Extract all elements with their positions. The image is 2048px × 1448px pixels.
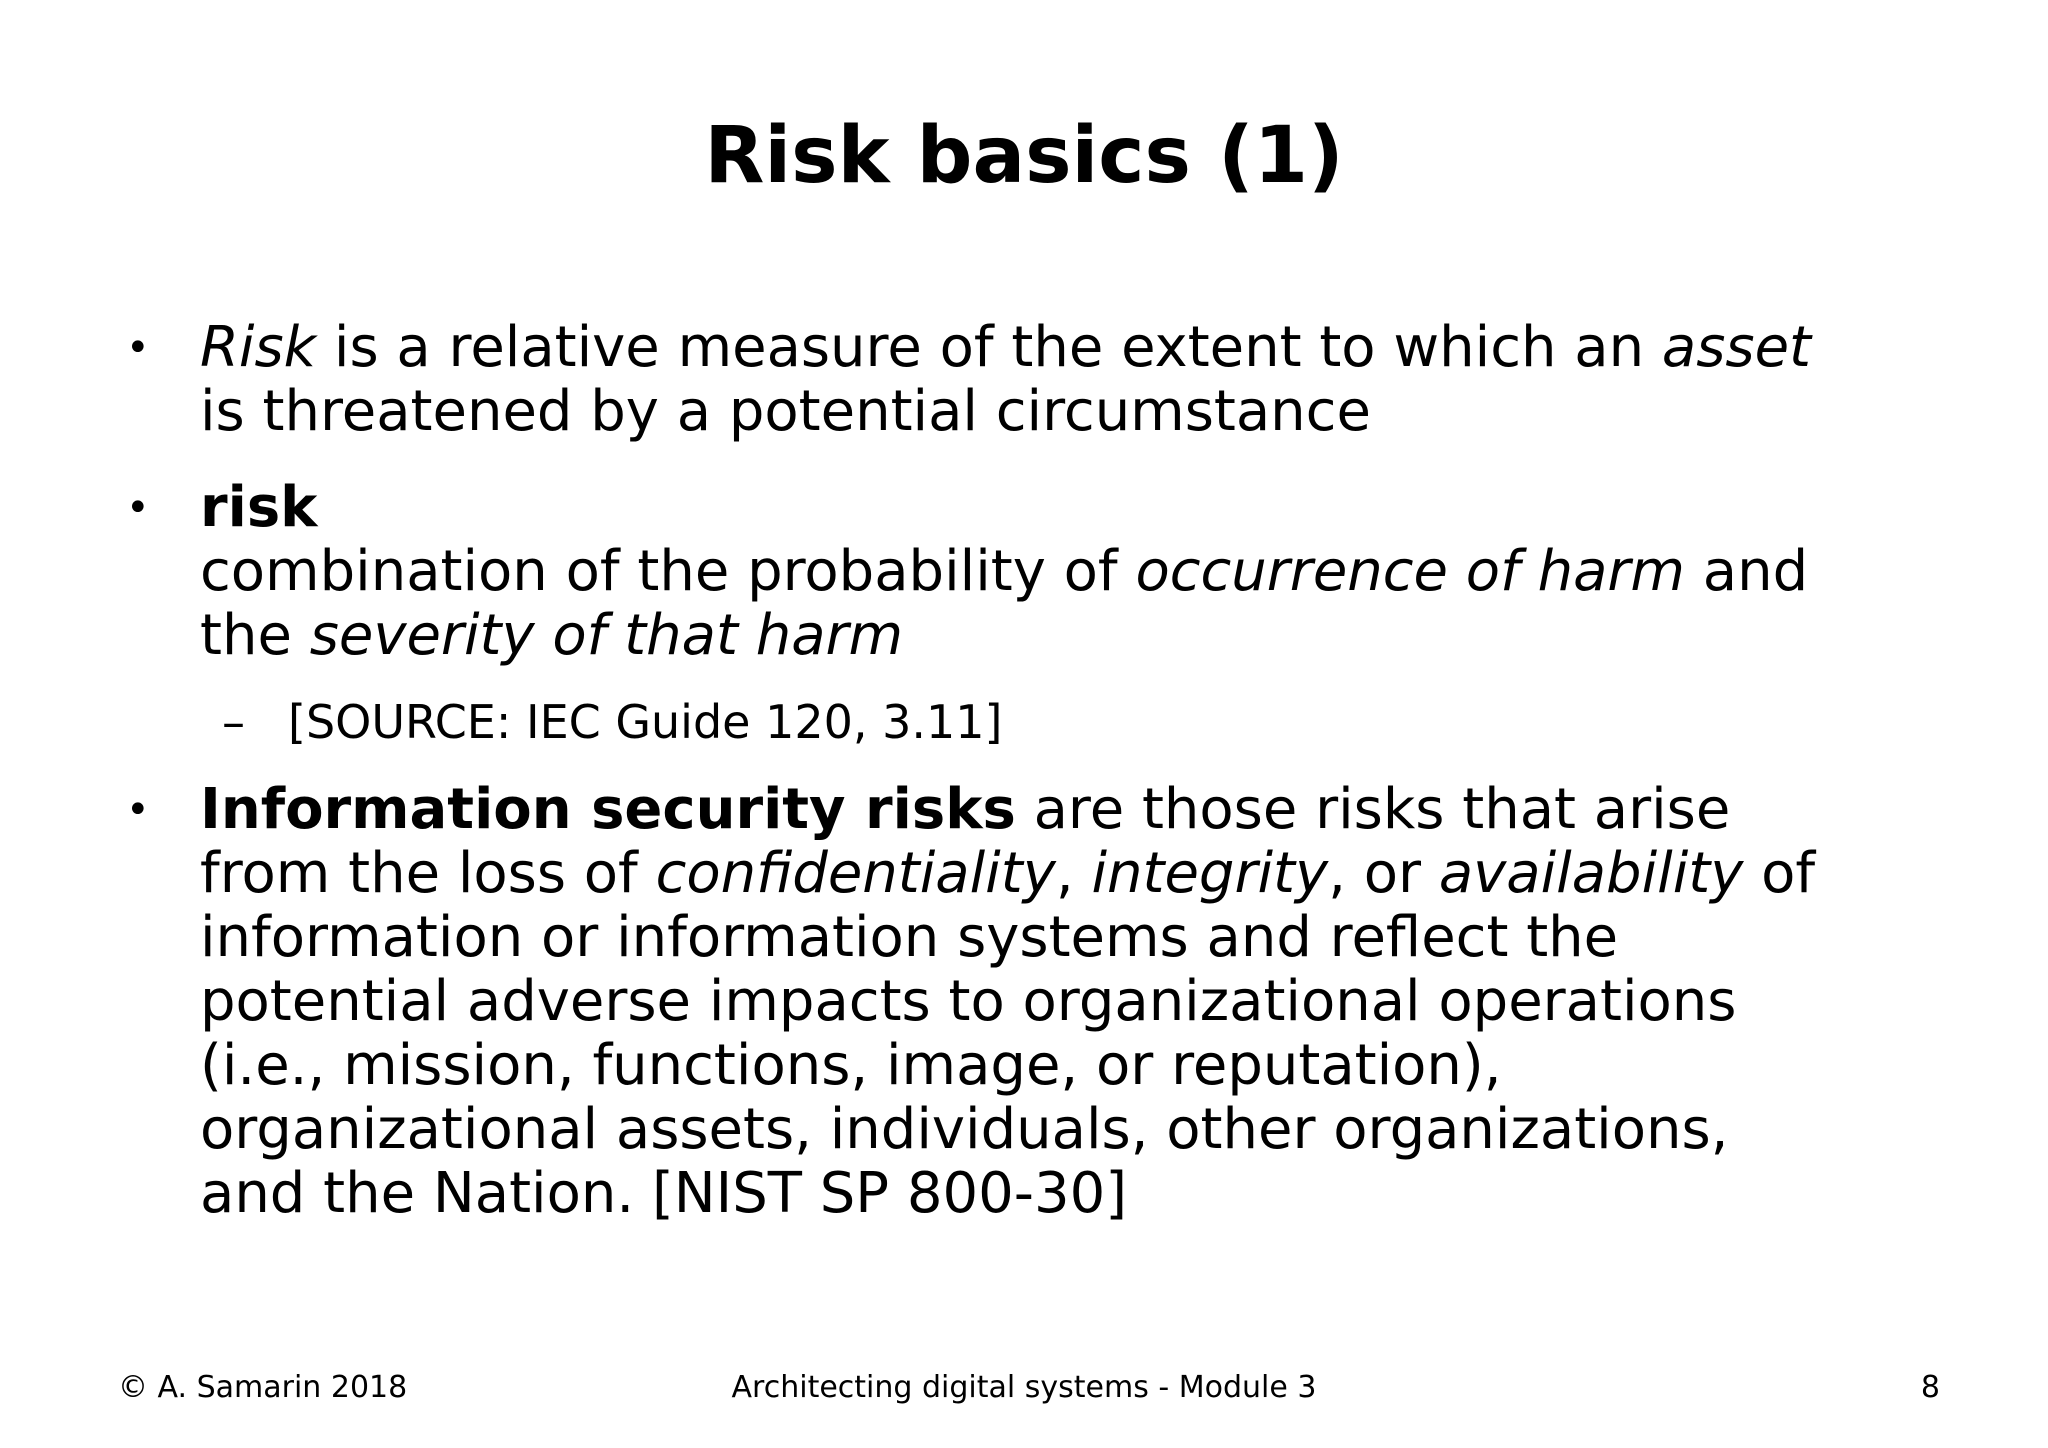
text-span: the (200, 603, 310, 668)
bullet-marker: • (126, 325, 150, 371)
text-span: are those risks that arise (1015, 777, 1731, 842)
text-span: (i.e., mission, functions, image, or reputation), (200, 1033, 1502, 1098)
text-line (200, 842, 1960, 906)
text-line (200, 1034, 1960, 1098)
bullet-marker: • (126, 485, 150, 531)
footer-course-title: Architecting digital systems - Module 3 (731, 1370, 1317, 1405)
bullet-text (200, 778, 1960, 1226)
italic-span: integrity (1091, 841, 1329, 906)
text-span: , (1055, 841, 1092, 906)
text-line (200, 970, 1960, 1034)
source-citation: [SOURCE: IEC Guide 120, 3.11] (288, 695, 1003, 749)
text-span: is threatened by a potential circumstance (200, 379, 1371, 444)
text-span: combination of the probability of (200, 539, 1136, 604)
text-line (200, 540, 1960, 604)
text-span: of (1743, 841, 1816, 906)
asset-italic-term: asset (1661, 315, 1811, 380)
text-line (200, 906, 1960, 970)
italic-span: confidentiality (655, 841, 1056, 906)
term-heading: risk (200, 475, 318, 540)
dash-marker: – (222, 695, 245, 749)
slide-title: Risk basics (1) (704, 111, 1344, 201)
bullet-text (200, 316, 1960, 444)
italic-span: availability (1438, 841, 1744, 906)
text-span: potential adverse impacts to organizational operations (200, 969, 1737, 1034)
footer-page-number: 8 (1920, 1370, 1940, 1405)
text-line (200, 1162, 1960, 1226)
text-line (200, 604, 1960, 668)
text-span: organizational assets, individuals, other organizations, (200, 1097, 1729, 1162)
text-line (200, 380, 1960, 444)
italic-span: occurrence of harm (1135, 539, 1685, 604)
footer-copyright: © A. Samarin 2018 (118, 1370, 408, 1405)
text-line (200, 316, 1960, 380)
text-span: is a relative measure of the extent to which an (316, 315, 1662, 380)
text-span: and the Nation. [NIST SP 800-30] (200, 1161, 1128, 1226)
text-span: from the loss of (200, 841, 656, 906)
bold-term: Information security risks (200, 777, 1016, 842)
bullet-marker: • (126, 787, 150, 833)
text-line (200, 1098, 1960, 1162)
text-line (200, 778, 1960, 842)
italic-span: severity of that harm (309, 603, 904, 668)
text-span: and (1684, 539, 1809, 604)
bullet-text (200, 476, 1960, 668)
text-span: , or (1328, 841, 1439, 906)
text-span: information or information systems and reflect the (200, 905, 1619, 970)
risk-italic-term: Risk (200, 315, 317, 380)
